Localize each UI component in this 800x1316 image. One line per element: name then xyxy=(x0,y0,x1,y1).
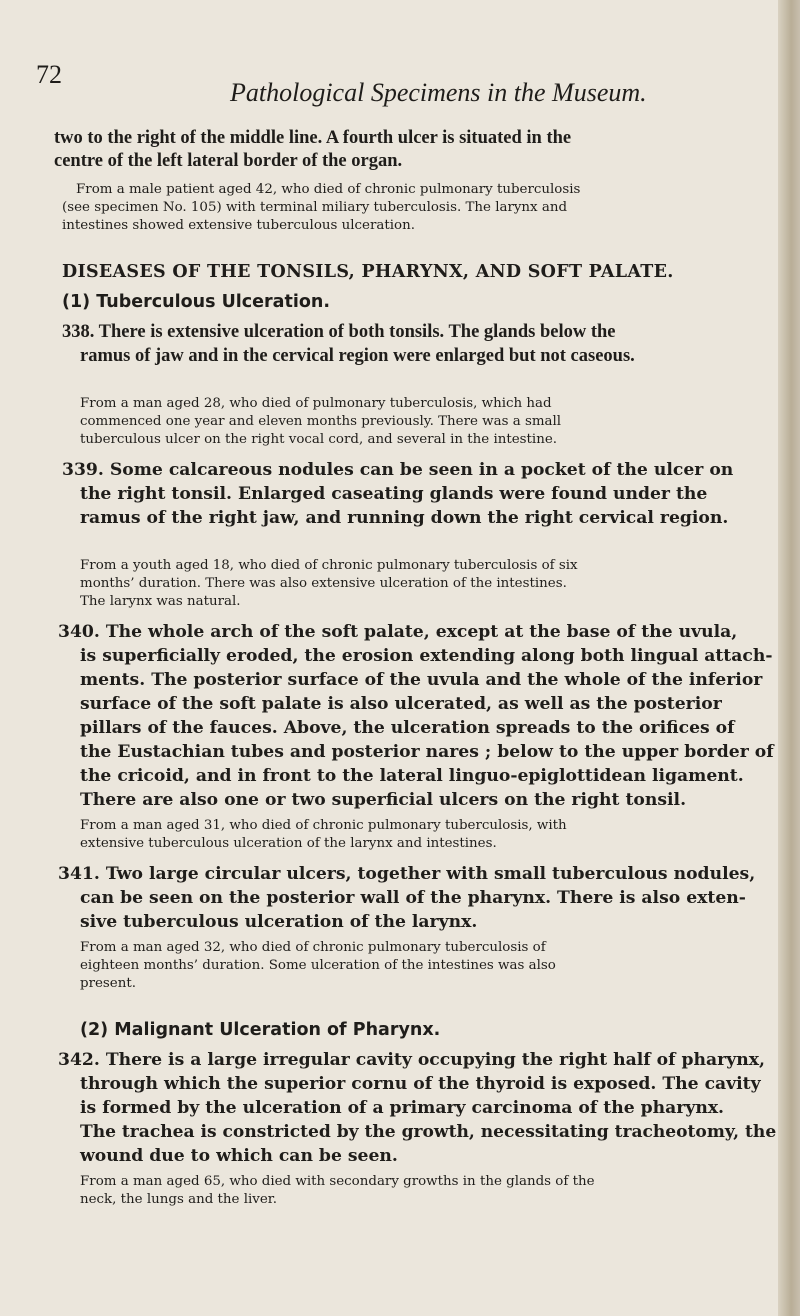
page-number: 72 xyxy=(36,60,62,89)
note-line: From a man aged 28, who died of pulmonary tuberculosis, which had xyxy=(80,396,552,411)
body-line: surface of the soft palate is also ulcerated, as well as the posterior xyxy=(80,694,722,714)
note-line: From a man aged 32, who died of chronic pulmonary tuberculosis of xyxy=(80,940,546,955)
body-line: ramus of jaw and in the cervical region were enlarged but not caseous. xyxy=(80,346,635,366)
body-line: 339. Some calcareous nodules can be seen in a pocket of the ulcer on xyxy=(62,460,734,480)
note-line: extensive tuberculous ulceration of the larynx and intestines. xyxy=(80,836,497,851)
body-line: ments. The posterior surface of the uvula and the whole of the inferior xyxy=(80,670,763,690)
note-line: From a man aged 65, who died with secondary growths in the glands of the xyxy=(80,1174,595,1189)
body-line: the Eustachian tubes and posterior nares ; below to the upper border of xyxy=(80,742,774,762)
body-line: 340. The whole arch of the soft palate, except at the base of the uvula, xyxy=(58,622,738,642)
section-heading: DISEASES OF THE TONSILS, PHARYNX, AND SOFT PALATE. xyxy=(62,262,674,282)
note-line: From a man aged 31, who died of chronic pulmonary tuberculosis, with xyxy=(80,818,567,833)
note-line: neck, the lungs and the liver. xyxy=(80,1192,277,1207)
note-line: commenced one year and eleven months previously. There was a small xyxy=(80,414,562,429)
body-line: The trachea is constricted by the growth, necessitating tracheotomy, the xyxy=(80,1122,777,1142)
body-line: There are also one or two superficial ulcers on the right tonsil. xyxy=(80,790,687,810)
body-line: is superficially eroded, the erosion extending along both lingual attach- xyxy=(80,646,773,666)
note-line: (see specimen No. 105) with terminal miliary tuberculosis. The larynx and xyxy=(62,200,568,215)
note-line: present. xyxy=(80,976,136,991)
subheading: (1) Tuberculous Ulceration. xyxy=(62,292,330,312)
body-line: 338. There is extensive ulceration of both tonsils. The glands below the xyxy=(62,322,616,342)
note-line: tuberculous ulcer on the right vocal cord, and several in the intestine. xyxy=(80,432,558,447)
note-line: intestines showed extensive tuberculous ulceration. xyxy=(62,218,415,233)
body-line: is formed by the ulceration of a primary carcinoma of the pharynx. xyxy=(80,1098,725,1118)
body-line: 342. There is a large irregular cavity occupying the right half of pharynx, xyxy=(58,1050,765,1070)
note-line: months’ duration. There was also extensive ulceration of the intestines. xyxy=(80,576,567,591)
body-line: sive tuberculous ulceration of the larynx. xyxy=(80,912,478,932)
note-line: eighteen months’ duration. Some ulceration of the intestines was also xyxy=(80,958,556,973)
body-line: can be seen on the posterior wall of the pharynx. There is also exten- xyxy=(80,888,746,908)
subheading: (2) Malignant Ulceration of Pharynx. xyxy=(80,1020,441,1040)
body-line: two to the right of the middle line. A fourth ulcer is situated in the xyxy=(54,128,572,148)
body-line: ramus of the right jaw, and running down the right cervical region. xyxy=(80,508,729,528)
body-line: centre of the left lateral border of the organ. xyxy=(54,151,403,171)
note-line: From a male patient aged 42, who died of chronic pulmonary tuberculosis xyxy=(76,182,581,197)
running-head: Pathological Specimens in the Museum. xyxy=(230,78,647,107)
body-line: 341. Two large circular ulcers, together with small tuberculous nodules, xyxy=(58,864,756,884)
body-line: the right tonsil. Enlarged caseating glands were found under the xyxy=(80,484,708,504)
body-line: through which the superior cornu of the thyroid is exposed. The cavity xyxy=(80,1074,761,1094)
body-line: wound due to which can be seen. xyxy=(80,1146,398,1166)
note-line: The larynx was natural. xyxy=(80,594,241,609)
note-line: From a youth aged 18, who died of chronic pulmonary tuberculosis of six xyxy=(80,558,578,573)
body-line: pillars of the fauces. Above, the ulceration spreads to the orifices of xyxy=(80,718,735,738)
body-line: the cricoid, and in front to the lateral linguo-epiglottidean ligament. xyxy=(80,766,744,786)
page-edge xyxy=(778,0,800,1316)
